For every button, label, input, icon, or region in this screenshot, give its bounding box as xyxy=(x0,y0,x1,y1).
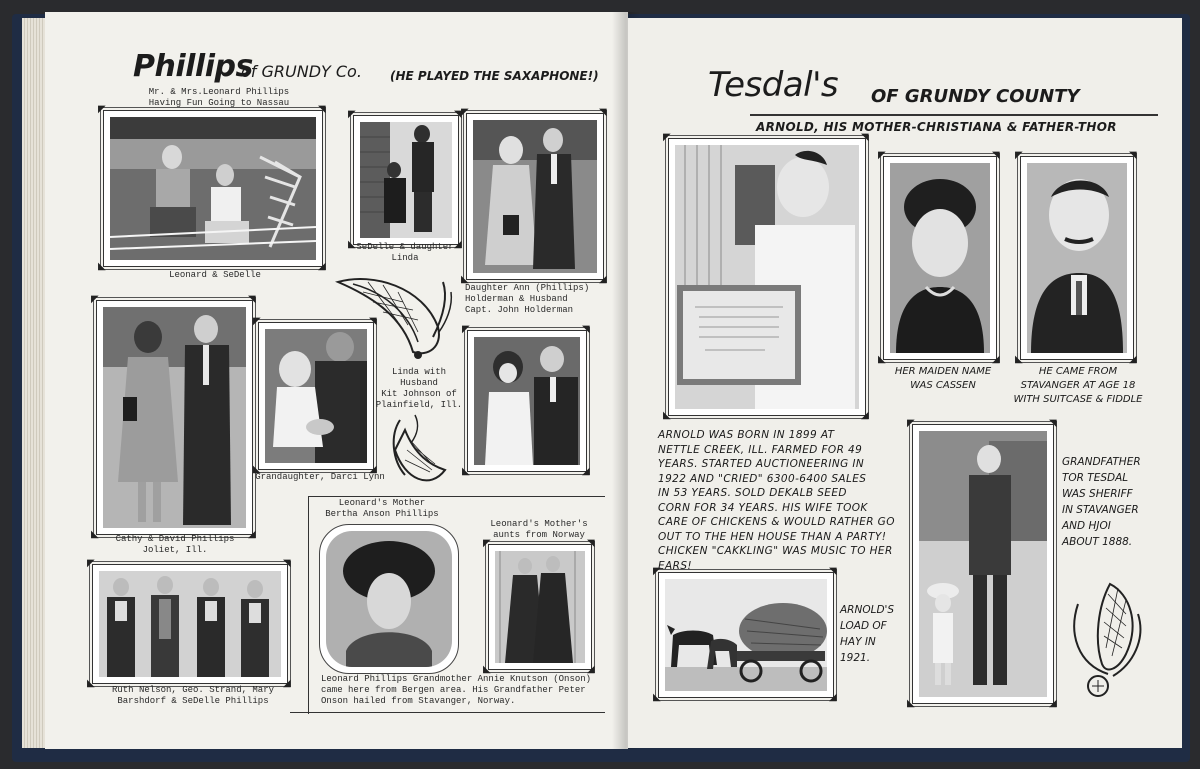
photo-corner-icon: ◣ xyxy=(87,678,95,689)
photo-corner-icon: ◢ xyxy=(318,261,326,272)
caption-aunts: Leonard's Mother's aunts from Norway xyxy=(490,519,588,540)
photo-corner-icon: ◣ xyxy=(663,410,671,421)
decorative-corn-icon xyxy=(1068,574,1148,702)
photo-corner-icon: ◤ xyxy=(653,566,661,577)
photo-corner-icon: ◢ xyxy=(861,410,869,421)
photo-group-four xyxy=(87,558,291,689)
caption-mother-bertha: Leonard's Mother Bertha Anson Phillips xyxy=(325,498,439,519)
photo-corner-icon: ◢ xyxy=(248,529,256,540)
photo-corner-icon: ◥ xyxy=(582,324,590,335)
photo-corner-icon: ◥ xyxy=(1129,150,1137,161)
caption-cathy-david: Cathy & David Phillips Joliet, Ill. xyxy=(115,534,235,555)
photo-corner-icon: ◥ xyxy=(318,104,326,115)
caption-maiden-name: HER MAIDEN NAME WAS CASSEN xyxy=(894,366,992,391)
photo-leonard-sedelle xyxy=(98,104,326,272)
photo-corner-icon: ◢ xyxy=(992,354,1000,365)
photo-corner-icon: ◢ xyxy=(582,466,590,477)
photo-corner-icon: ◤ xyxy=(907,418,915,429)
photo-hay-wagon xyxy=(653,566,837,703)
photo-linda-kit xyxy=(462,324,590,477)
photo-mother-christiana xyxy=(878,150,1000,365)
photo-corner-icon: ◥ xyxy=(587,538,595,549)
photo-corner-icon: ◤ xyxy=(91,294,99,305)
photo-corner-icon: ◥ xyxy=(283,558,291,569)
title-underline xyxy=(750,114,1158,116)
section-rule xyxy=(290,712,605,713)
photo-grandfather-tor xyxy=(907,418,1057,709)
photo-corner-icon: ◥ xyxy=(829,566,837,577)
photo-corner-icon: ◤ xyxy=(462,324,470,335)
caption-daughter-ann: Daughter Ann (Phillips) Holderman & Husband Capt. John Holderman xyxy=(465,283,590,315)
photo-arnold-certificate xyxy=(663,132,869,421)
photo-corner-icon: ◢ xyxy=(283,678,291,689)
photo-corner-icon: ◢ xyxy=(1049,698,1057,709)
photo-corner-icon: ◤ xyxy=(98,104,106,115)
photo-corner-icon: ◣ xyxy=(907,698,915,709)
photo-corner-icon: ◣ xyxy=(348,239,356,250)
photo-corner-icon: ◥ xyxy=(992,150,1000,161)
photo-corner-icon: ◤ xyxy=(878,150,886,161)
tesdal-title-rest: OF GRUNDY COUNTY xyxy=(871,86,1080,107)
photo-corner-icon: ◣ xyxy=(878,354,886,365)
photo-corner-icon: ◥ xyxy=(861,132,869,143)
photo-corner-icon: ◥ xyxy=(248,294,256,305)
right-page xyxy=(628,18,1182,748)
caption-sedelle-linda: SeDelle & daughter Linda xyxy=(356,242,454,263)
photo-corner-icon: ◥ xyxy=(1049,418,1057,429)
photo-corner-icon: ◤ xyxy=(483,538,491,549)
photo-corner-icon: ◥ xyxy=(454,109,462,120)
section-rule xyxy=(308,496,309,714)
caption-nassau: Mr. & Mrs.Leonard Phillips Having Fun Going to Nassau xyxy=(148,87,290,108)
photo-corner-icon: ◣ xyxy=(253,464,261,475)
caption-ruth-group: Ruth Nelson, Geo. Strand, Mary Barshdorf & SeDelle Phillips xyxy=(111,685,275,706)
photo-corner-icon: ◣ xyxy=(91,529,99,540)
phillips-title-rest: of GRUNDY Co. xyxy=(241,62,362,81)
caption-grandmother: Leonard Phillips Grandmother Annie Knutson (Onson) came here from Bergen area. His Grandfather Peter Onson hailed from Stavanger, Norway. xyxy=(321,674,592,706)
phillips-title-script: Phillips xyxy=(133,49,253,84)
photo-corner-icon: ◢ xyxy=(369,464,377,475)
phillips-title-note: (HE PLAYED THE SAXAPHONE!) xyxy=(390,69,599,83)
photo-corner-icon: ◣ xyxy=(461,274,469,285)
photo-aunts-norway xyxy=(483,538,595,675)
photo-corner-icon: ◤ xyxy=(461,107,469,118)
section-rule xyxy=(308,496,605,497)
tesdal-title-script: Tesdal's xyxy=(708,65,839,105)
photo-cathy-david xyxy=(91,294,256,540)
photo-corner-icon: ◢ xyxy=(829,692,837,703)
photo-corner-icon: ◣ xyxy=(1015,354,1023,365)
photo-corner-icon: ◢ xyxy=(454,239,462,250)
caption-granddaughter: Grandaughter, Darci Lynn xyxy=(255,472,385,482)
decorative-corn-icon xyxy=(385,410,455,492)
photo-corner-icon: ◣ xyxy=(483,664,491,675)
caption-grandfather: GRANDFATHER TOR TESDAL WAS SHERIFF IN STAVANGER AND HJOI ABOUT 1888. xyxy=(1062,456,1141,548)
photo-granddaughter-darci xyxy=(253,316,377,475)
photo-corner-icon: ◤ xyxy=(1015,150,1023,161)
photo-father-thor xyxy=(1015,150,1137,365)
photo-bertha-anson xyxy=(319,524,459,674)
photo-corner-icon: ◢ xyxy=(599,274,607,285)
photo-corner-icon: ◤ xyxy=(663,132,671,143)
photo-corner-icon: ◥ xyxy=(369,316,377,327)
left-page xyxy=(45,12,628,749)
photo-corner-icon: ◤ xyxy=(348,109,356,120)
photo-sedelle-linda xyxy=(348,109,462,250)
photo-corner-icon: ◤ xyxy=(87,558,95,569)
photo-ann-john-holderman xyxy=(461,107,607,285)
caption-stavanger: HE CAME FROM STAVANGER AT AGE 18 WITH SUITCASE & FIDDLE xyxy=(1013,366,1143,405)
photo-corner-icon: ◥ xyxy=(599,107,607,118)
photo-corner-icon: ◣ xyxy=(98,261,106,272)
photo-corner-icon: ◢ xyxy=(1129,354,1137,365)
arnold-story: ARNOLD WAS BORN IN 1899 AT NETTLE CREEK, ILL. FARMED FOR 49 YEARS. STARTED AUCTIONEERING IN 1922 AND "CRIED" 6300-6400 SALES IN 53 YEARS. SOLD DEKALB SEED CORN FOR 34 YEARS. HIS WIFE TOOK CARE OF CHICKENS & WOULD RATHER GO OUT TO THE HEN HOUSE THAN A PARTY! CHICKEN "CAKKLING" WAS MUSIC TO HER EARS! xyxy=(658,429,895,572)
photo-corner-icon: ◣ xyxy=(653,692,661,703)
caption-leonard-sedelle: Leonard & SeDelle xyxy=(169,270,261,280)
caption-linda-kit: Linda with Husband Kit Johnson of Plainfield, Ill. xyxy=(375,367,463,410)
photo-corner-icon: ◢ xyxy=(587,664,595,675)
photo-corner-icon: ◣ xyxy=(462,466,470,477)
caption-hay: ARNOLD'S LOAD OF HAY IN 1921. xyxy=(840,604,895,664)
photo-corner-icon: ◤ xyxy=(253,316,261,327)
tesdal-subtitle: ARNOLD, HIS MOTHER-CHRISTIANA & FATHER-THOR xyxy=(756,120,1117,134)
